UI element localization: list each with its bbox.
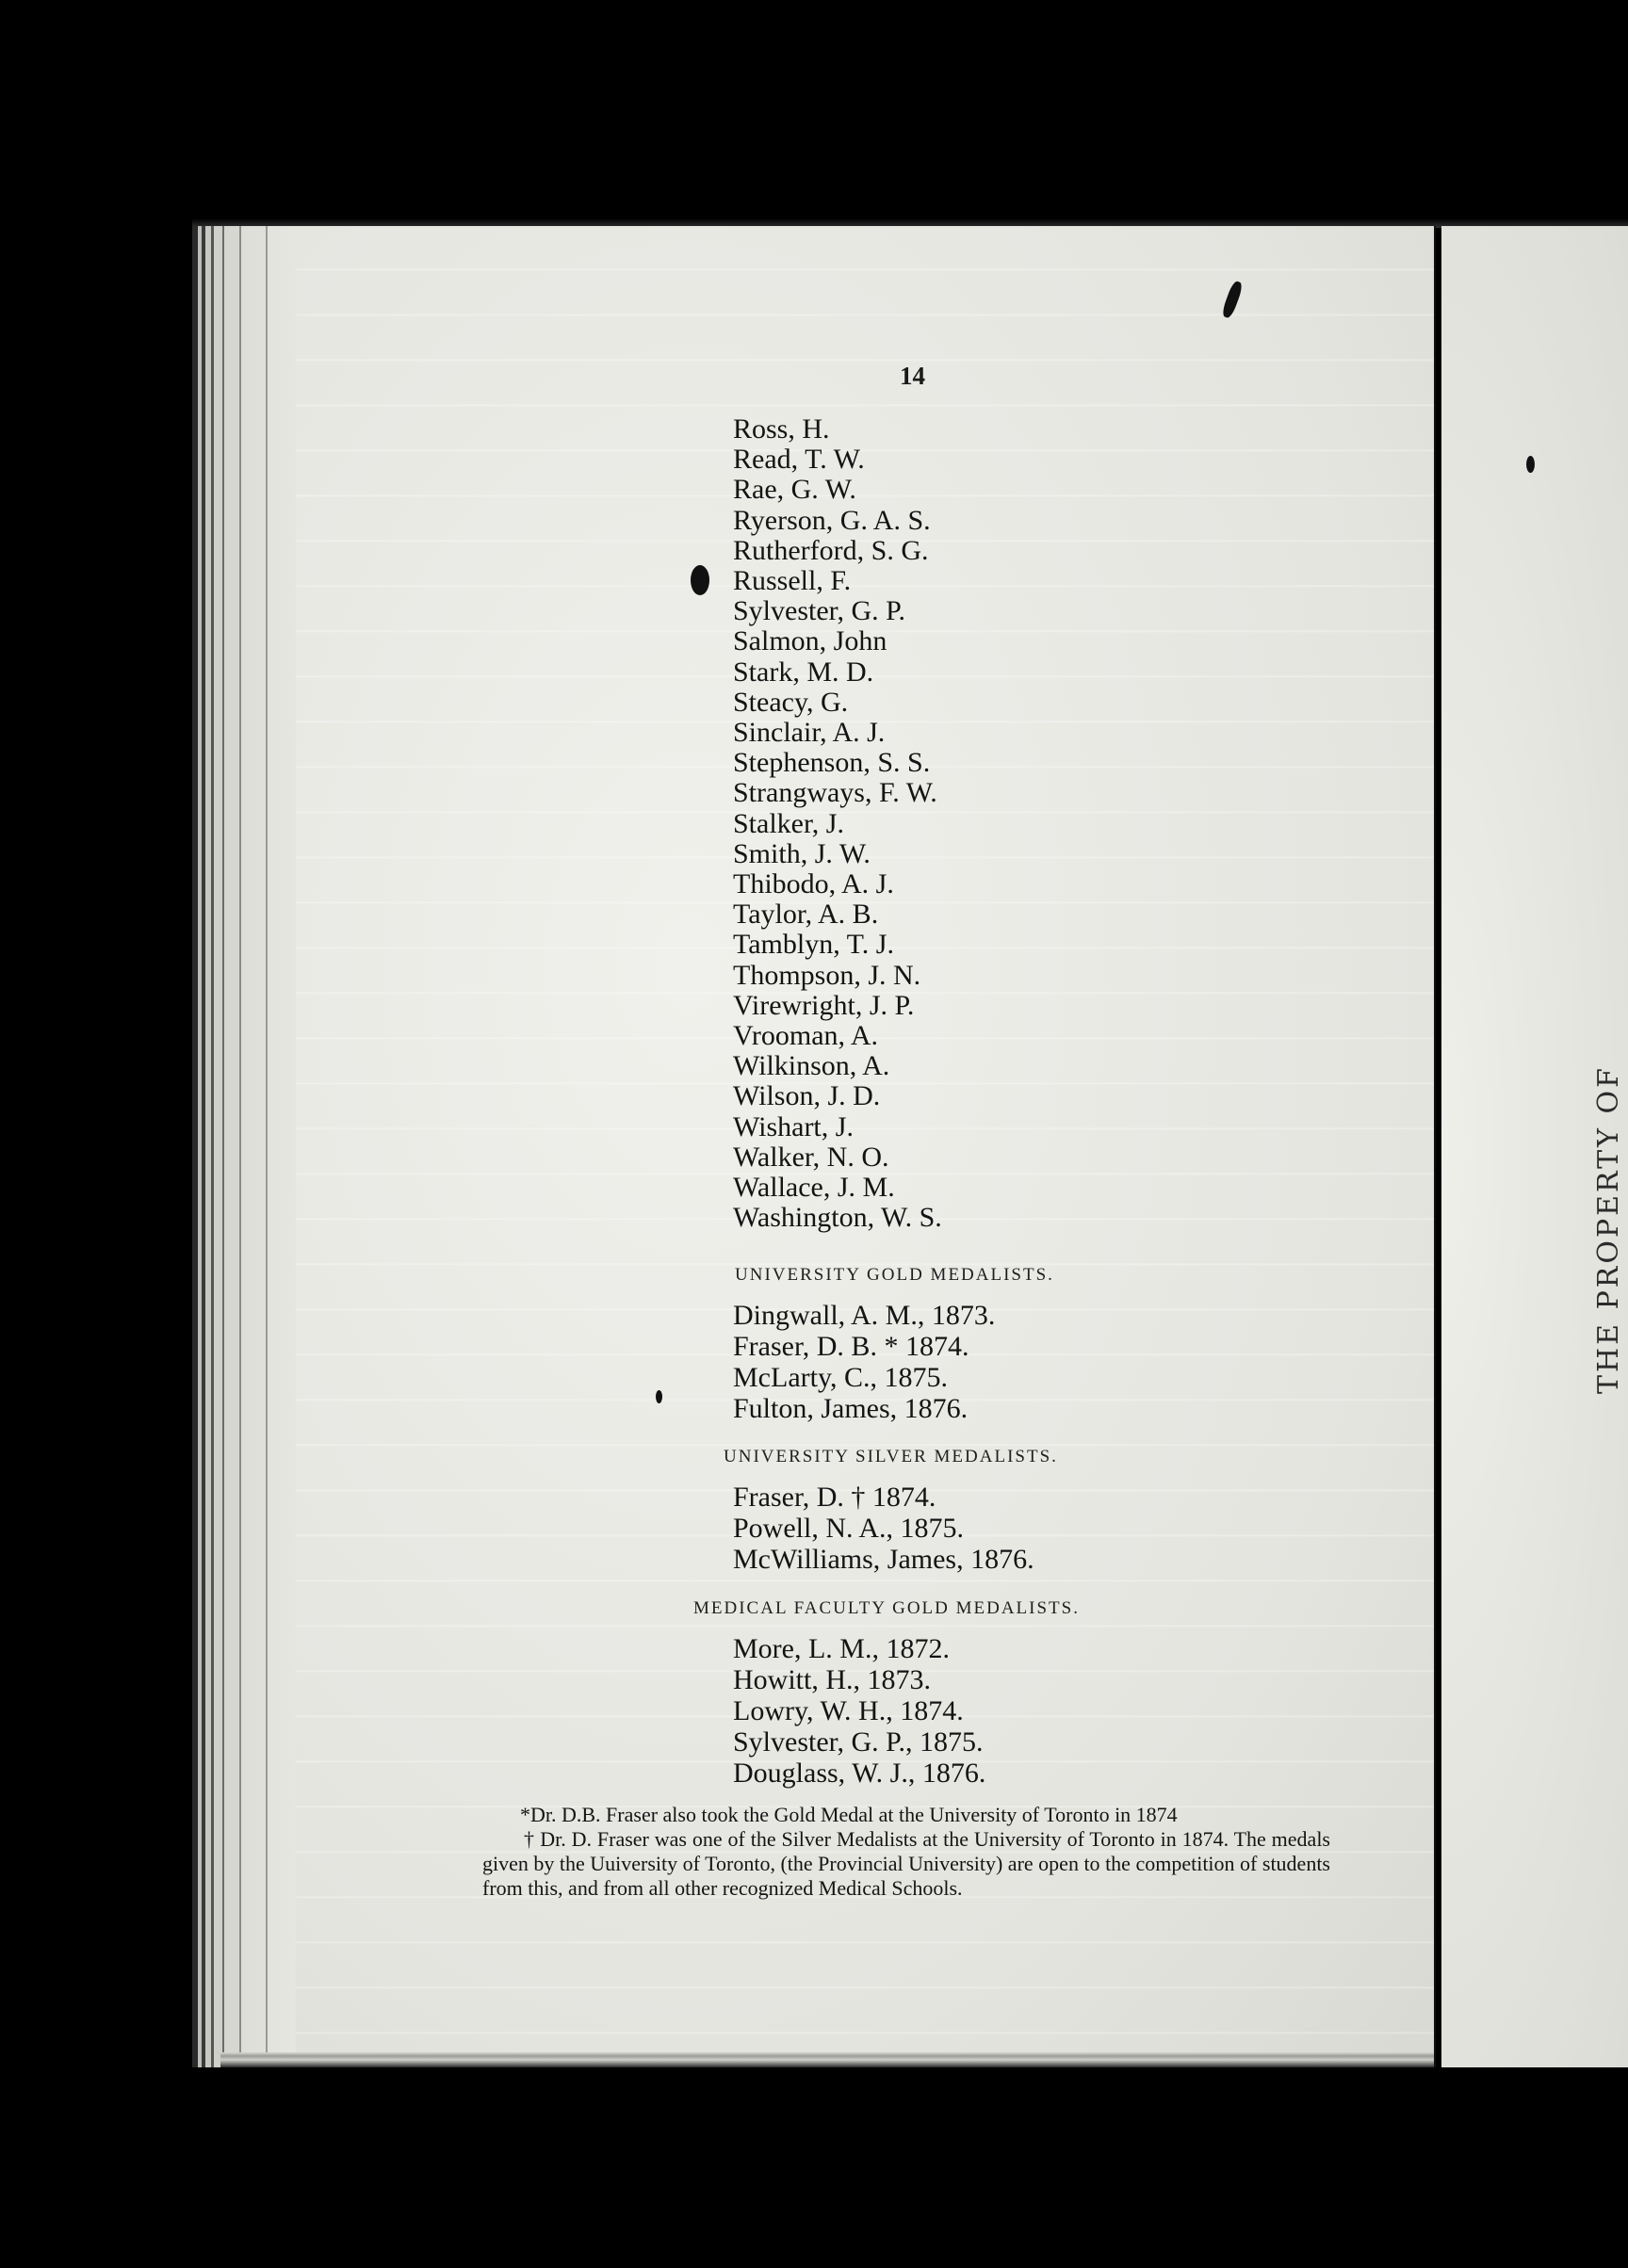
ink-smudge bbox=[691, 565, 709, 595]
gutter-line bbox=[1434, 226, 1436, 2067]
faculty-medalists-list bbox=[733, 1633, 985, 1789]
list-item: Douglass, W. J., 1876. bbox=[733, 1758, 986, 1789]
page-number: 14 bbox=[900, 362, 925, 390]
list-item: More, L. M., 1872. bbox=[733, 1633, 950, 1664]
list-item: Howitt, H., 1873. bbox=[733, 1664, 931, 1695]
list-item: Taylor, A. B. bbox=[733, 899, 879, 931]
footnote-gold: *Dr. D.B. Fraser also took the Gold Medal at the University of Toronto in 1874 bbox=[520, 1803, 1178, 1826]
page-bottom-edge bbox=[220, 2052, 1436, 2067]
silver-medalists-heading: UNIVERSITY SILVER MEDALISTS. bbox=[724, 1447, 1058, 1466]
page-edges bbox=[192, 226, 296, 2067]
list-item: Rutherford, S. G. bbox=[733, 534, 929, 566]
list-item: Walker, N. O. bbox=[733, 1141, 889, 1173]
footnotes bbox=[482, 1803, 1330, 1901]
footnote-silver: † Dr. D. Fraser was one of the Silver Medalists at the University of Toronto in 1874. The medals given by the Uuiversity of Toronto, (the Provincial University) are open to the competition of students from this, and from all other recognized Medical Schools. bbox=[482, 1827, 1330, 1900]
list-item: Thompson, J. N. bbox=[733, 959, 921, 991]
list-item: Stark, M. D. bbox=[733, 656, 874, 688]
list-item: Wilkinson, A. bbox=[733, 1050, 890, 1082]
list-item: Lowry, W. H., 1874. bbox=[733, 1695, 964, 1726]
list-item: McWilliams, James, 1876. bbox=[733, 1544, 1034, 1575]
list-item: Steacy, G. bbox=[733, 686, 849, 718]
list-item: Fulton, James, 1876. bbox=[733, 1393, 969, 1424]
list-item: Wishart, J. bbox=[733, 1110, 854, 1142]
list-item: Russell, F. bbox=[733, 565, 852, 597]
list-item: Virewright, J. P. bbox=[733, 989, 915, 1021]
ink-smudge bbox=[1526, 456, 1535, 473]
list-item: Thibodo, A. J. bbox=[733, 868, 894, 900]
list-item: Sylvester, G. P. bbox=[733, 595, 905, 627]
list-item: Powell, N. A., 1875. bbox=[733, 1513, 965, 1544]
list-item: Sylvester, G. P., 1875. bbox=[733, 1726, 984, 1758]
gold-medalists-list bbox=[733, 1300, 995, 1424]
list-item: Washington, W. S. bbox=[733, 1202, 942, 1234]
list-item: Ross, H. bbox=[733, 413, 830, 445]
list-item: Strangways, F. W. bbox=[733, 777, 937, 809]
silver-medalists-list bbox=[733, 1482, 1034, 1575]
list-item: Wilson, J. D. bbox=[733, 1080, 881, 1112]
list-item: Wallace, J. M. bbox=[733, 1172, 895, 1204]
list-item: Stalker, J. bbox=[733, 807, 844, 839]
list-item: Read, T. W. bbox=[733, 444, 865, 476]
list-item: Smith, J. W. bbox=[733, 837, 871, 869]
list-item: McLarty, C., 1875. bbox=[733, 1362, 949, 1393]
list-item: Vrooman, A. bbox=[733, 1020, 879, 1052]
list-item: Stephenson, S. S. bbox=[733, 747, 931, 779]
list-item: Salmon, John bbox=[733, 625, 887, 657]
list-item: Tamblyn, T. J. bbox=[733, 929, 894, 961]
list-item: Rae, G. W. bbox=[733, 474, 856, 506]
faculty-medalists-heading: MEDICAL FACULTY GOLD MEDALISTS. bbox=[693, 1598, 1080, 1618]
list-item: Ryerson, G. A. S. bbox=[733, 504, 931, 536]
ink-smudge bbox=[656, 1390, 662, 1403]
list-item: Dingwall, A. M., 1873. bbox=[733, 1300, 996, 1331]
gold-medalists-heading: UNIVERSITY GOLD MEDALISTS. bbox=[735, 1265, 1054, 1285]
list-item: Fraser, D. † 1874. bbox=[733, 1482, 936, 1513]
student-name-list bbox=[733, 414, 942, 1233]
list-item: Sinclair, A. J. bbox=[733, 717, 886, 749]
list-item: Fraser, D. B. * 1874. bbox=[733, 1331, 969, 1362]
property-stamp: THE PROPERTY OF bbox=[1592, 1065, 1625, 1394]
